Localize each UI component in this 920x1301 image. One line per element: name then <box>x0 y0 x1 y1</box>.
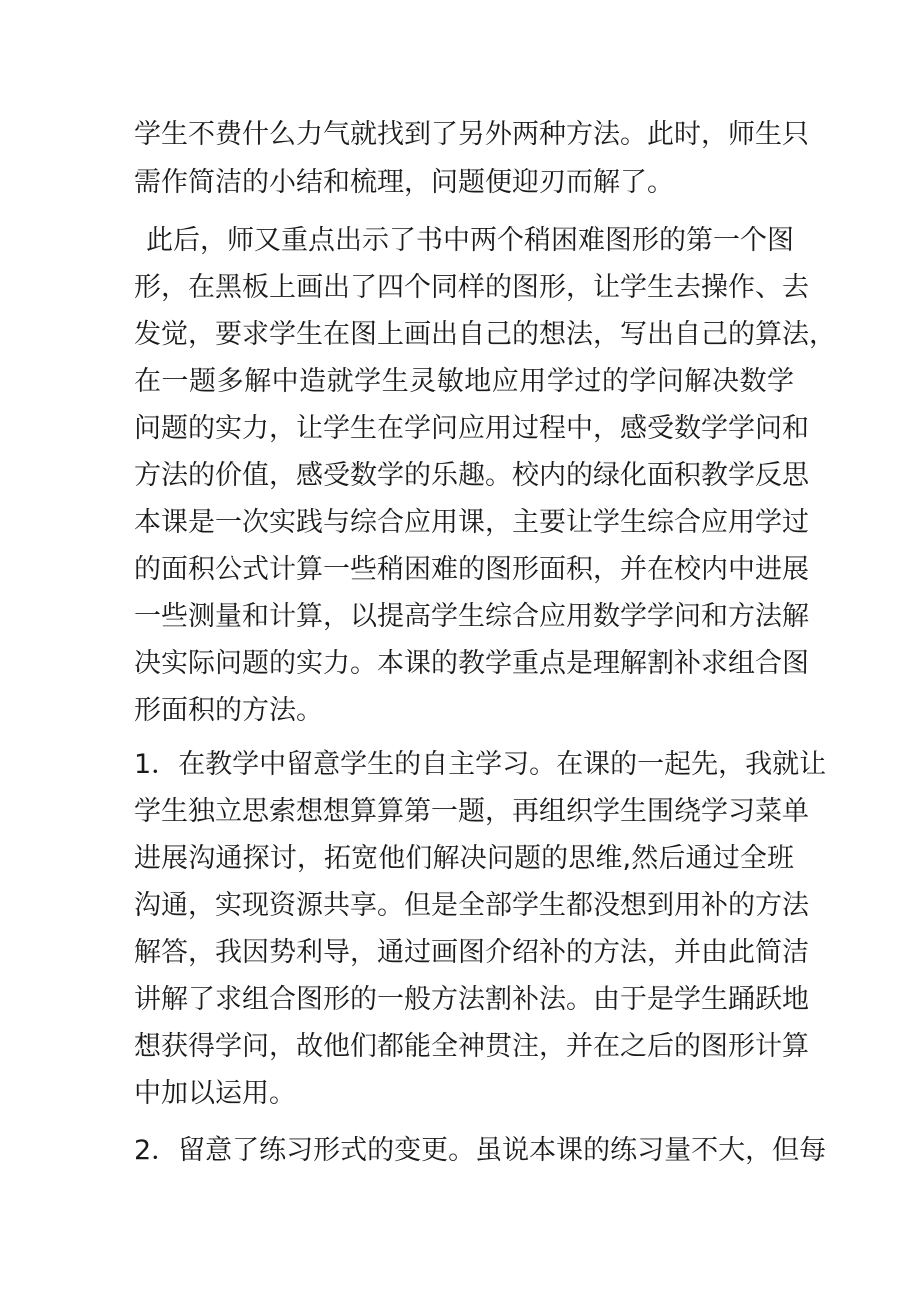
text-line-14: 1．在教学中留意学生的自主学习。在课的一起先，我就让 <box>134 749 827 780</box>
text-line-9: 本课是一次实践与综合应用课，主要让学生综合应用学过 <box>134 507 809 538</box>
text-line-3: 此后，师又重点出示了书中两个稍困难图形的第一个图 <box>146 225 794 256</box>
text-line-11: 一些测量和计算，以提高学生综合应用数学学问和方法解 <box>134 601 809 632</box>
text-line-17: 沟通，实现资源共享。但是全部学生都没想到用补的方法 <box>134 890 809 921</box>
text-line-16: 进展沟通探讨，拓宽他们解决问题的思维,然后通过全班 <box>134 843 794 874</box>
text-line-12: 决实际问题的实力。本课的教学重点是理解割补求组合图 <box>134 648 809 679</box>
text-line-15: 学生独立思索想想算算第一题，再组织学生围绕学习菜单 <box>134 796 809 827</box>
text-line-6: 在一题多解中造就学生灵敏地应用学过的学问解决数学 <box>134 366 794 397</box>
text-line-1: 学生不费什么力气就找到了另外两种方法。此时，师生只 <box>134 119 809 150</box>
text-line-4: 形，在黑板上画出了四个同样的图形，让学生去操作、去 <box>134 272 809 303</box>
text-line-19: 讲解了求组合图形的一般方法割补法。由于是学生踊跃地 <box>134 984 809 1015</box>
text-line-18: 解答，我因势利导，通过画图介绍补的方法，并由此简洁 <box>134 937 809 968</box>
text-line-7: 问题的实力，让学生在学问应用过程中，感受数学学问和 <box>134 413 809 444</box>
text-line-5: 发觉，要求学生在图上画出自己的想法，写出自己的算法， <box>134 319 836 350</box>
text-line-10: 的面积公式计算一些稍困难的图形面积，并在校内中进展 <box>134 554 809 585</box>
text-line-22: 2．留意了练习形式的变更。虽说本课的练习量不大，但每 <box>134 1135 827 1166</box>
text-line-8: 方法的价值，感受数学的乐趣。校内的绿化面积教学反思 <box>134 460 809 491</box>
text-line-20: 想获得学问，故他们都能全神贯注，并在之后的图形计算 <box>134 1031 809 1062</box>
text-line-21: 中加以运用。 <box>134 1078 296 1109</box>
text-line-2: 需作简洁的小结和梳理，问题便迎刃而解了。 <box>134 167 674 198</box>
text-line-13: 形面积的方法。 <box>134 695 323 726</box>
